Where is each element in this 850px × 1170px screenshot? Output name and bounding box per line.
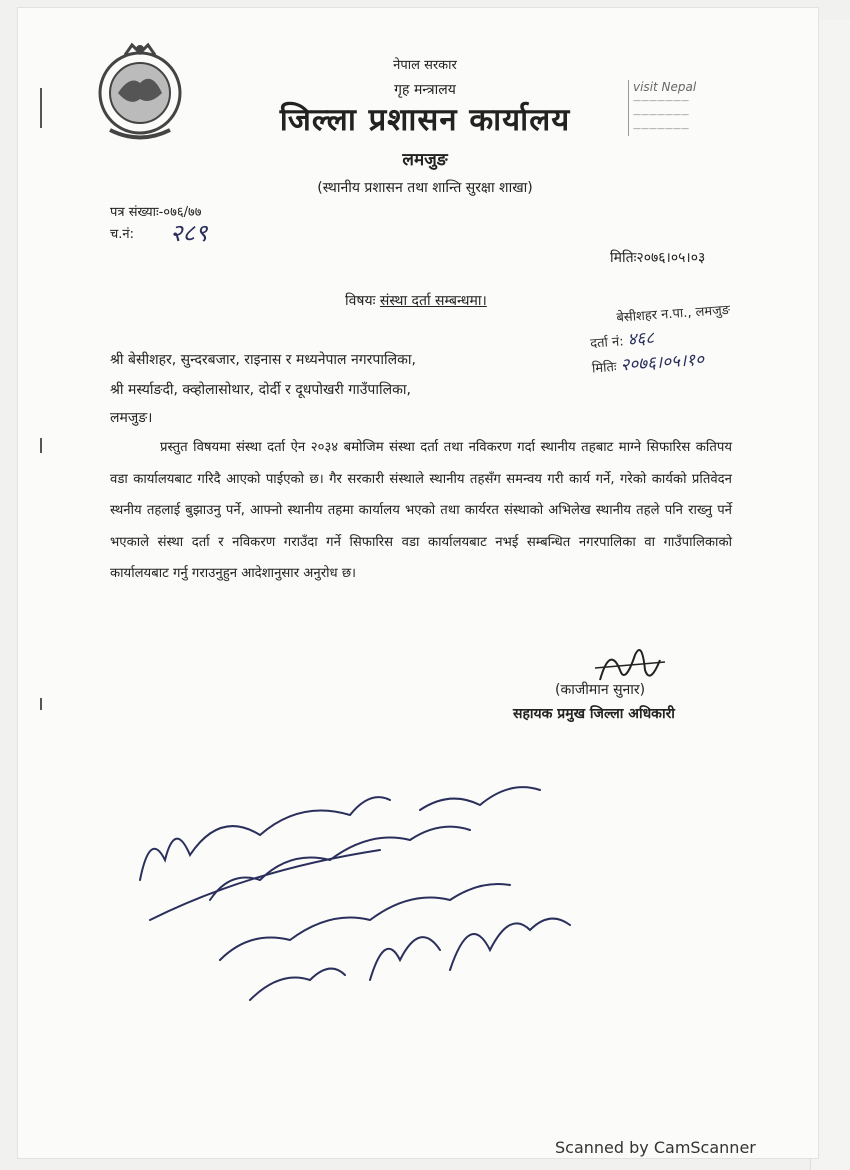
signer-name: (काजीमान सुनार) [555, 682, 646, 698]
addressee-line-1: श्री बेसीशहर, सुन्दरबजार, राइनास र मध्यनेपाल नगरपालिका, [110, 352, 416, 368]
stamp-darta-label: दर्ता नं: [589, 334, 625, 352]
letter-body: प्रस्तुत विषयमा संस्था दर्ता ऐन २०३४ बमोजिम संस्था दर्ता तथा नविकरण गर्दा स्थानीय तहबाट माग्ने सिफारिस कतिपय वडा कार्यालयबाट गरिदै आएको पाईएको छ। गैर सरकारी संस्थाले स्थानीय तहसँग समन्वय गरी कार्य गर्ने, गरेको कार्यको प्रतिवेदन स्थनीय तहलाई बुझाउनु पर्ने, आफ्नो स्थानीय तहमा कार्यालय भएको तथा कार्यरत संस्थाको अभिलेख स्थानीय तहले पनि राख्नु पर्ने भएकाले संस्था दर्ता र नविकरण गराउँदा गर्ने सिफारिस वडा कार्यालयबाट नभई सम्बन्धित नगरपालिका वा गाउँपालिकाको कार्यालयबाट गर्नु गराउनुहुन आदेशानुसार अनुरोध छ। [110, 440, 732, 581]
government-name: नेपाल सरकार [393, 58, 457, 73]
subject-label: विषयः [345, 293, 376, 309]
addressee-line-2: श्री मर्स्याङदी, क्व्होलासोथार, दोर्दी र दूधपोखरी गाउँपालिका, [110, 382, 411, 398]
letter-date: मितिः२०७६।०५।०३ [610, 250, 706, 266]
scanner-watermark: Scanned by CamScanner [555, 1138, 756, 1157]
visit-nepal-badge [628, 80, 783, 136]
visit-nepal-logo: visit Nepal [633, 80, 697, 94]
handwritten-minute-icon [130, 760, 600, 1010]
subject-line [345, 291, 487, 310]
stamp-office: बेसीशहर न.पा., लमजुङ [616, 302, 731, 326]
scan-artifact-line [40, 698, 42, 710]
subject-text: संस्था दर्ता सम्बन्धमा। [379, 293, 487, 309]
addressee-line-3: लमजुङ। [110, 410, 153, 426]
registration-stamp [588, 296, 782, 377]
ministry-name: गृह मन्त्रालय [394, 82, 456, 98]
chalani-label: च.नं: [110, 227, 134, 242]
scan-artifact-line [40, 438, 42, 453]
contact-line: ——————— [633, 96, 689, 105]
signer-designation: सहायक प्रमुख जिल्ला अधिकारी [513, 706, 675, 722]
letter-number: पत्र संख्याः-०७६/७७ [110, 205, 202, 220]
stamp-miti-label: मितिः [591, 359, 618, 377]
stamp-darta-number: ४६८ [626, 328, 655, 350]
chalani-number: २८९ [170, 219, 208, 247]
stamp-miti-date: २०७६।०५।१० [619, 349, 705, 376]
office-title: जिल्ला प्रशासन कार्यालय [279, 102, 571, 138]
branch-name: (स्थानीय प्रशासन तथा शान्ति सुरक्षा शाखा) [317, 180, 533, 196]
district-name: लमजुङ [402, 150, 448, 170]
contact-line: ——————— [633, 110, 689, 119]
contact-line: ——————— [633, 124, 689, 133]
